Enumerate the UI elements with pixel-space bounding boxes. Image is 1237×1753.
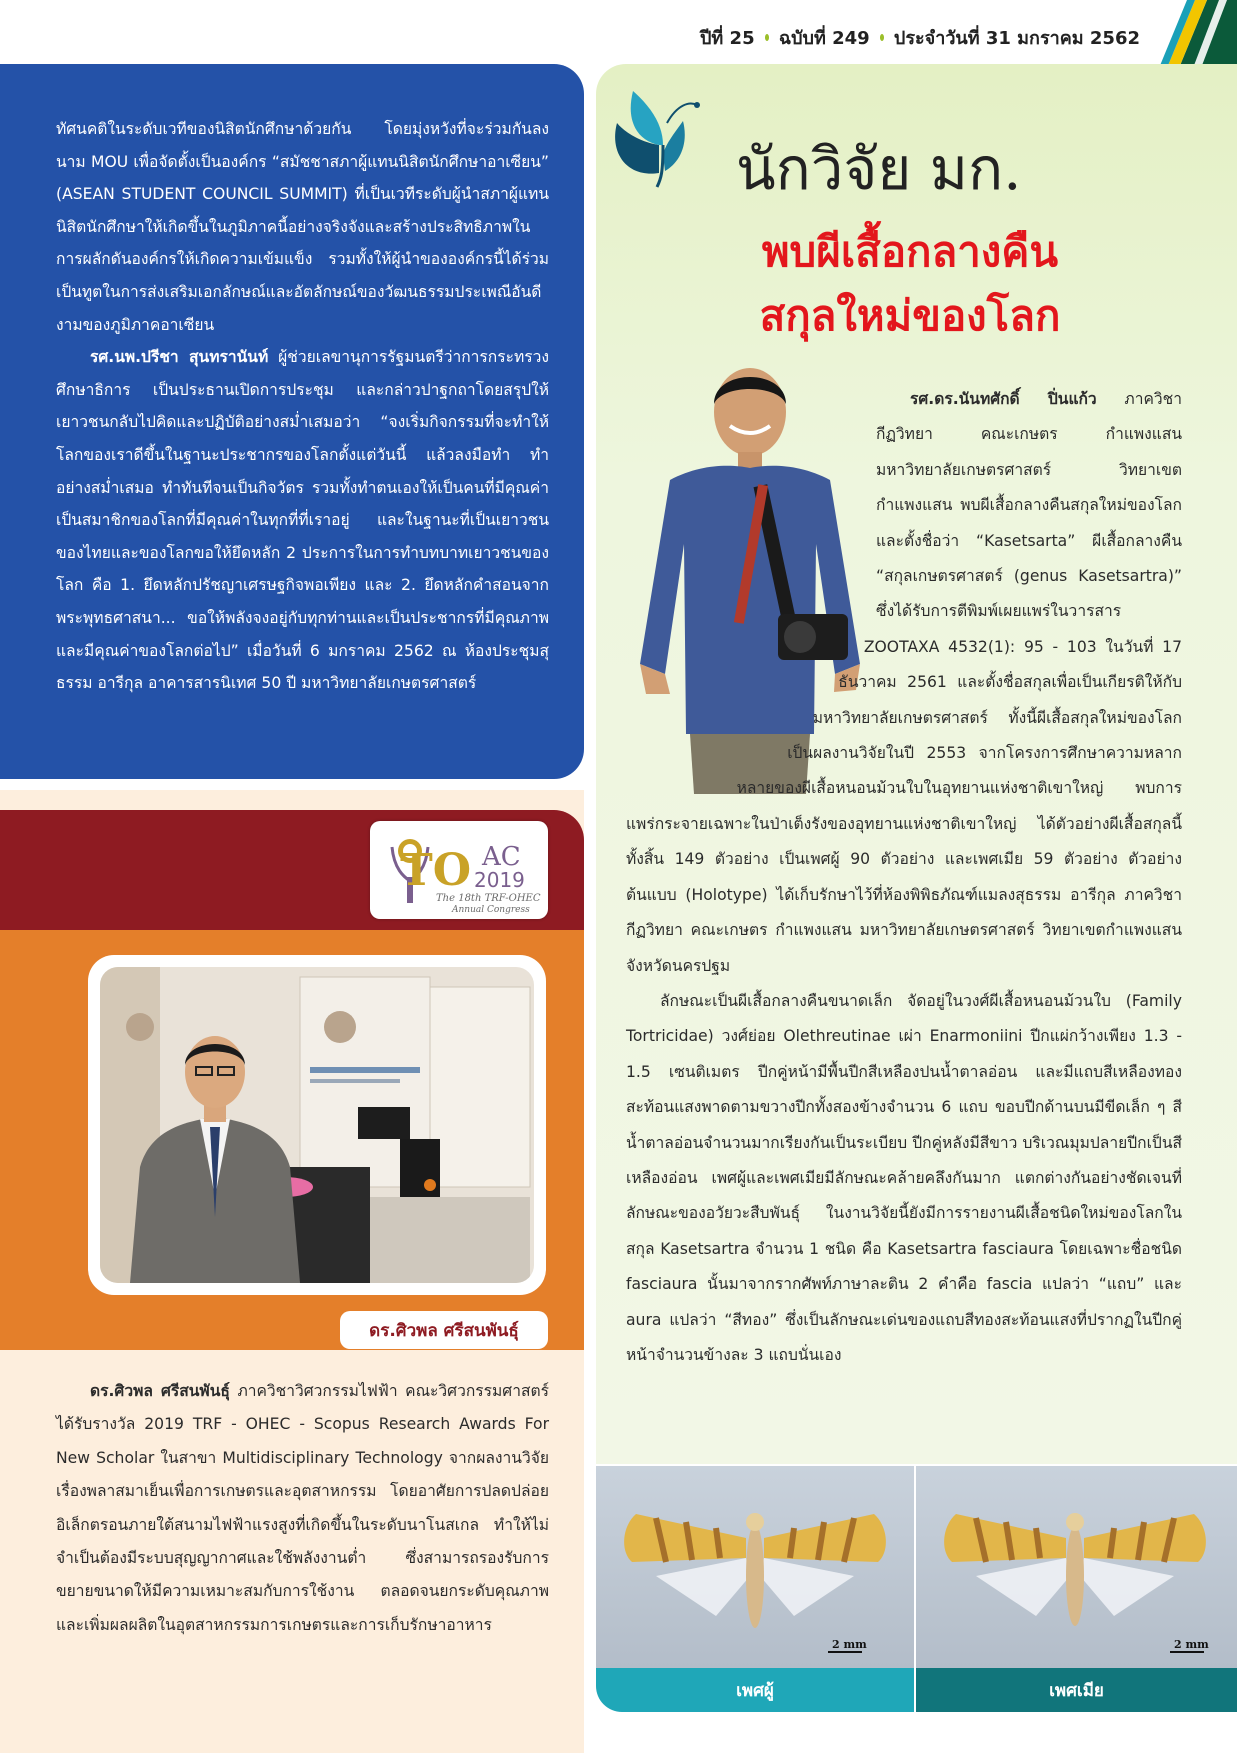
speaker-name: รศ.นพ.ปรีชา สุนทรานันท์ [90,348,269,367]
logo-year-text: 2019 [474,868,525,892]
award-article-text [56,1375,549,1642]
butterfly-icon [607,83,717,193]
researcher-name: รศ.ดร.นันทศักดิ์ ปิ่นแก้ว [910,390,1097,408]
article-title-red [640,220,1180,348]
separator-dot [880,34,884,41]
logo-to-text: TO [400,845,472,896]
male-moth-image [596,1466,914,1668]
logo-line2-text: Annual Congress [452,905,530,915]
recipient-name: ดร.ศิวพล ศรีสนพันธุ์ [90,1382,230,1400]
article-title-line2: พบผีเสื้อกลางคืน [761,227,1059,276]
male-scale-label: 2 mm [832,1638,867,1651]
blue-article-paragraph [56,341,549,700]
volume-text: ปีที่ 25 [700,27,755,49]
award-recipient-photo [100,967,534,1283]
article-title-line3: สกุลใหม่ของโลก [759,291,1061,340]
speech-text: ผู้ช่วยเลขานุการรัฐมนตรีว่าการกระทรวงศึกษาธิการ เป็นประธานเปิดการประชุม และกล่าวปาฐกถาโดยสรุปให้เยาวชนกลับไปคิดและปฏิบัติอย่างสม่ำเสมอว่า “จงเริ่มกิจกรรมที่จะทำให้โลกของเราดีขึ้นในฐานะประชากรของโลกตั้งแต่วันนี้ แล้วลงมือทำ ทำอย่างสม่ำเสมอ ทำทันทีจนเป็นกิจวัตร รวมทั้งทำตนเองให้เป็นคนที่มีคุณค่า เป็นสมาชิกของโลกที่มีคุณค่าในทุกที่ที่เราอยู่ และในฐานะที่เป็นเยาวชนของไทยและของโลกขอให้ยึดหลัก 2 ประการในการทำบทบาทเยาวชนของโลก คือ 1. ยึดหลักปรัชญาเศรษฐกิจพอเพียง และ 2. ยึดหลักคำสอนจากพระพุทธศาสนา... ขอให้พลังจงอยู่กับทุกท่านและเป็นประชากรที่มีคุณภาพและมีคุณค่าของโลกต่อไป” เมื่อวันที่ 6 มกราคม 2562 ณ ห้องประชุมสุธรรม อารีกุล อาคารสารนิเทศ 50 ปี มหาวิทยาลัยเกษตรศาสตร์ [56,348,549,693]
moth-article-body-1: ภาควิชากีฏวิทยา คณะเกษตร กำแพงแสน มหาวิทยาลัยเกษตรศาสตร์ วิทยาเขตกำแพงแสน พบผีเสื้อกลางคืนสกุลใหม่ของโลก และตั้งชื่อว่า “Kasetsarta” ผีเสื้อกลางคืน “สกุลเกษตรศาสตร์ (genus Kasetsartra)” ซึ่งได้รับการตีพิมพ์เผยแพร่ในวารสาร ZOOTAXA 4532(1): 95 - 103 ในวันที่ 17 ธันวาคม 2561 และตั้งชื่อสกุลเพื่อเป็นเกียรติให้กับมหาวิทยาลัยเกษตรศาสตร์ ทั้งนี้ผีเสื้อสกุลใหม่ของโลกเป็นผลงานวิจัยในปี 2553 จากโครงการศึกษาความหลากหลายของผีเสื้อหนอนม้วนใบในอุทยานแห่งชาติเขาใหญ่ พบการแพร่กระจายเฉพาะในป่าเต็งรังของอุทยานแห่งชาติเขาใหญ่ ได้ตัวอย่างผีเสื้อสกุลนี้ทั้งสิ้น 149 ตัวอย่าง เป็นเพศผู้ 90 ตัวอย่าง และเพศเมีย 59 ตัวอย่าง ตัวอย่างต้นแบบ (Holotype) ได้เก็บรักษาไว้ที่ห้องพิพิธภัณฑ์แมลงสุธรรม อารีกุล ภาควิชากีฏวิทยา คณะเกษตร กำแพงแสน มหาวิทยาลัยเกษตรศาสตร์ วิทยาเขตกำแพงแสน จังหวัดนครปฐม [626,390,1182,975]
logo-line1-text: The 18th TRF-OHEC [436,893,541,904]
corner-stripes-decoration [1157,0,1237,68]
award-article-paragraph [56,1375,549,1642]
logo-ac-text: AC [482,842,521,872]
blue-article-paragraph: ทัศนคติในระดับเวทีของนิสิตนักศึกษาด้วยกัน โดยมุ่งหวังที่จะร่วมกันลงนาม MOU เพื่อจัดตั้งเป็นองค์กร “สมัชชาสภาผู้แทนนิสิตนักศึกษาอาเซียน” (ASEAN STUDENT COUNCIL SUMMIT) ที่เป็นเวทีระดับผู้นำสภาผู้แทนนิสิตนักศึกษาให้เกิดขึ้นในภูมิภาคนี้อย่างจริงจังและสร้างประสิทธิภาพในการผลักดันองค์กรให้เกิดความเข้มแข็ง รวมทั้งให้ผู้นำขององค์กรนี้ได้ร่วมเป็นทูตในการส่งเสริมเอกลักษณ์และอัตลักษณ์ของวัฒนธรรมประเพณีอันดีงามของภูมิภาคอาเซียน [56,120,549,334]
moth-article-text [626,382,1182,1373]
award-article-body: ภาควิชาวิศวกรรมไฟฟ้า คณะวิศวกรรมศาสตร์ ได้รับรางวัล 2019 TRF - OHEC - Scopus Research Awards For New Scholar ในสาขา Multidisciplinary Technology จากผลงานวิจัยเรื่องพลาสมาเย็นเพื่อการเกษตรและอุตสาหกรรม โดยอาศัยการปลดปล่อยอิเล็กตรอนภายใต้สนามไฟฟ้าแรงสูงที่เกิดขึ้นในระดับนาโนสเกล ทำให้ไม่จำเป็นต้องมีระบบสุญญากาศและใช้พลังงานต่ำ ซึ่งสามารถรองรับการขยายขนาดให้มีความเหมาะสมกับการใช้งาน ตลอดจนยกระดับคุณภาพและเพิ่มผลผลิตในอุตสาหกรรมการเกษตรและการเก็บรักษาอาหาร [56,1382,549,1634]
male-label: เพศผู้ [596,1668,914,1712]
female-label: เพศเมีย [916,1668,1237,1712]
female-scale-label: 2 mm [1174,1638,1209,1651]
separator-dot [765,34,769,41]
toac-2019-logo [370,821,548,919]
date-text: ประจำวันที่ 31 มกราคม 2562 [893,27,1140,49]
issue-header [700,20,1140,54]
article-title-line1: นักวิจัย มก. [736,135,1022,203]
female-moth-image [916,1466,1237,1668]
issue-text: ฉบับที่ 249 [778,27,870,49]
moth-article-paragraph: ลักษณะเป็นผีเสื้อกลางคืนขนาดเล็ก จัดอยู่ในวงศ์ผีเสื้อหนอนม้วนใบ (Family Tortricidae) วงศ์ย่อย Olethreutinae เผ่า Enarmoniini ปีกแผ่กว้างเพียง 1.3 - 1.5 เซนติเมตร ปีกคู่หน้ามีพื้นปีกสีเหลืองปนน้ำตาลอ่อน และมีแถบสีเหลืองทองสะท้อนแสงพาดตามขวางปีกทั้งสองข้างจำนวน 6 แถบ ขอบปีกด้านบนมีขีดเล็ก ๆ สีน้ำตาลอ่อนจำนวนมากเรียงกันเป็นระเบียบ ปีกคู่หลังมีสีขาว บริเวณมุมปลายปีกเป็นสีเหลืองอ่อน เพศผู้และเพศเมียมีลักษณะคล้ายคลึงกันมาก แตกต่างกันอย่างชัดเจนที่ลักษณะของอวัยวะสืบพันธุ์ ในงานวิจัยนี้ยังมีการรายงานผีเสื้อชนิดใหม่ของโลกในสกุล Kasetsartra จำนวน 1 ชนิด คือ Kasetsartra fasciaura โดยเฉพาะชื่อชนิด fasciaura นั้นมาจากรากศัพท์ภาษาละติน 2 คำคือ fascia แปลว่า “แถบ” และ aura แปลว่า “สีทอง” ซึ่งเป็นลักษณะเด่นของแถบสีทองสะท้อนแสงที่ปรากฏในปีกคู่หน้าจำนวนข้างละ 3 แถบนั่นเอง [626,991,1182,1364]
blue-article-text [56,113,549,700]
award-photo-caption: ดร.ศิวพล ศรีสนพันธุ์ [340,1311,548,1349]
